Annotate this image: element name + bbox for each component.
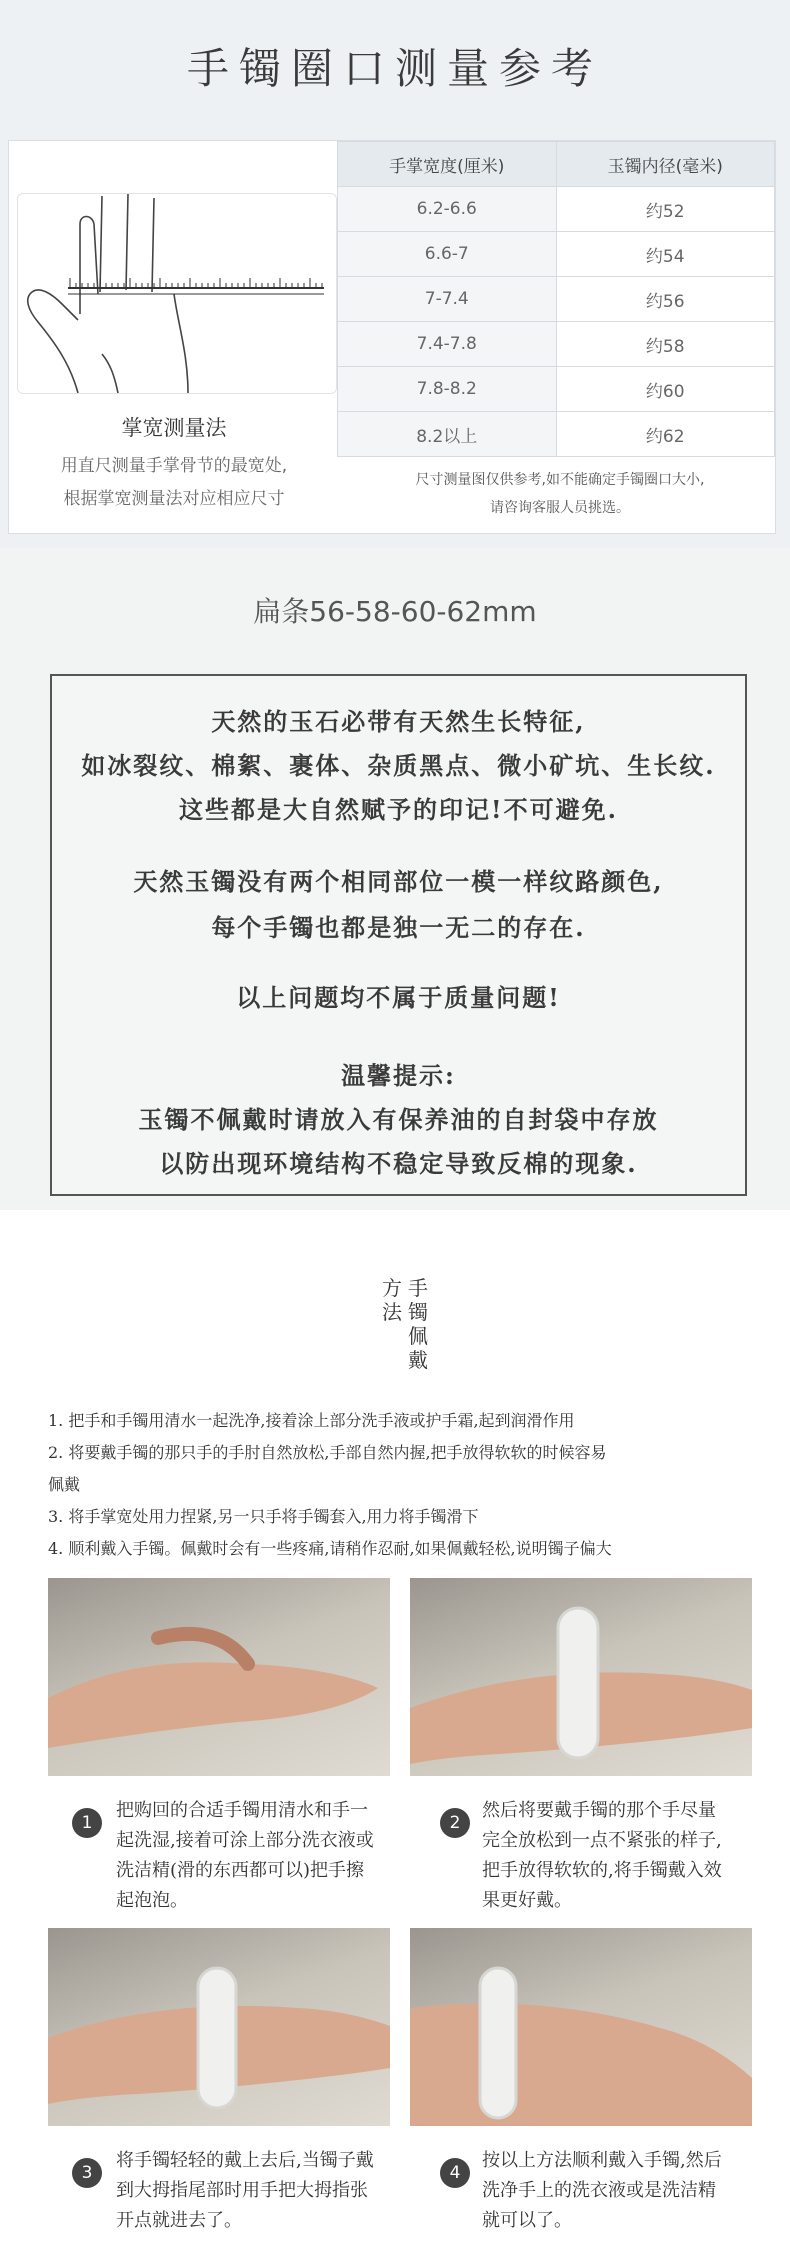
step-caption: 把购回的合适手镯用清水和手一起洗湿,接着可涂上部分洗衣液或洗洁精(滑的东西都可以)把手擦起泡泡。 bbox=[116, 1800, 374, 1911]
size-note-line1: 尺寸测量图仅供参考,如不能确定手镯圈口大小, bbox=[415, 472, 705, 488]
tip-line: 玉镯不佩戴时请放入有保养油的自封袋中存放 bbox=[138, 1105, 659, 1134]
palm-width-cell: 7.4-7.8 bbox=[338, 322, 557, 367]
size-note-line2: 请咨询客服人员挑选。 bbox=[490, 500, 630, 516]
diameter-cell: 约60 bbox=[556, 367, 775, 412]
photo-washing-hand bbox=[48, 1578, 390, 1776]
step-line: 1. 把手和手镯用清水一起洗净,接着涂上部分洗手液或护手霜,起到润滑作用 bbox=[48, 1411, 575, 1430]
jade-note-line: 如冰裂纹、棉絮、裹体、杂质黑点、微小矿坑、生长纹. bbox=[81, 751, 716, 780]
header-inner-diameter: 玉镯内径(毫米) bbox=[556, 142, 775, 187]
header-palm-width: 手掌宽度(厘米) bbox=[338, 142, 557, 187]
size-panel bbox=[8, 140, 776, 534]
step-line: 2. 将要戴手镯的那只手的手肘自然放松,手部自然内握,把手放得软软的时候容易 bbox=[48, 1443, 607, 1462]
jade-notes-box bbox=[50, 674, 747, 1196]
hand-with-bangle-icon bbox=[410, 1578, 752, 1776]
bangle-thumb-icon bbox=[48, 1928, 390, 2126]
wearing-method-section bbox=[0, 1210, 790, 2241]
palm-width-cell: 6.2-6.6 bbox=[338, 187, 557, 232]
step-caption: 将手镯轻轻的戴上去后,当镯子戴到大拇指尾部时用手把大拇指张开点就进去了。 bbox=[116, 2150, 374, 2231]
method-description-line2: 根据掌宽测量法对应相应尺寸 bbox=[63, 489, 285, 509]
size-reference-section bbox=[0, 0, 790, 548]
step-number-badge: 2 bbox=[440, 1808, 470, 1838]
table-row bbox=[338, 187, 775, 232]
palm-width-cell: 8.2以上 bbox=[338, 412, 557, 457]
jade-note-line: 天然的玉石必带有天然生长特征, bbox=[211, 707, 586, 736]
table-row bbox=[338, 412, 775, 457]
photo-bangle-on-wrist bbox=[410, 1928, 752, 2126]
size-table-header bbox=[338, 142, 775, 187]
table-row bbox=[338, 367, 775, 412]
jade-note-line: 这些都是大自然赋予的印记!不可避免. bbox=[179, 795, 618, 824]
diameter-cell: 约54 bbox=[556, 232, 775, 277]
tip-heading: 温馨提示: bbox=[341, 1061, 456, 1090]
table-row bbox=[338, 322, 775, 367]
photo-bangle-on-thumb bbox=[48, 1928, 390, 2126]
tip-line: 以防出现环境结构不稳定导致反棉的现象. bbox=[159, 1149, 638, 1178]
hand-ruler-icon bbox=[18, 194, 336, 393]
photo-relaxed-hand-bangle bbox=[410, 1578, 752, 1776]
wear-heading-col1: 手镯佩戴 bbox=[408, 1276, 428, 1372]
table-row bbox=[338, 277, 775, 322]
method-description-line1: 用直尺测量手掌骨节的最宽处, bbox=[60, 456, 288, 476]
step-caption: 按以上方法顺利戴入手镯,然后洗净手上的洗衣液或是洗洁精就可以了。 bbox=[482, 2150, 722, 2231]
method-title: 掌宽测量法 bbox=[121, 416, 227, 440]
step-number-badge: 1 bbox=[72, 1808, 102, 1838]
wet-hand-icon bbox=[48, 1578, 390, 1776]
wear-heading-col2: 方法 bbox=[382, 1276, 402, 1324]
jade-note-line: 天然玉镯没有两个相同部位一模一样纹路颜色, bbox=[133, 867, 664, 896]
jade-spec-title: 扁条56-58-60-62mm bbox=[253, 595, 537, 628]
jade-notes-section bbox=[0, 548, 790, 1210]
hand-measure-illustration bbox=[17, 193, 337, 394]
diameter-cell: 约56 bbox=[556, 277, 775, 322]
diameter-cell: 约62 bbox=[556, 412, 775, 457]
size-table bbox=[337, 141, 775, 457]
palm-width-cell: 7.8-8.2 bbox=[338, 367, 557, 412]
palm-width-cell: 6.6-7 bbox=[338, 232, 557, 277]
step-line: 4. 顺利戴入手镯。佩戴时会有一些疼痛,请稍作忍耐,如果佩戴轻松,说明镯子偏大 bbox=[48, 1539, 612, 1558]
quality-statement: 以上问题均不属于质量问题! bbox=[236, 983, 561, 1012]
diameter-cell: 约52 bbox=[556, 187, 775, 232]
bangle-wrist-icon bbox=[410, 1928, 752, 2126]
jade-note-line: 每个手镯也都是独一无二的存在. bbox=[211, 913, 586, 942]
step-line: 3. 将手掌宽处用力捏紧,另一只手将手镯套入,用力将手镯滑下 bbox=[48, 1507, 479, 1526]
palm-width-cell: 7-7.4 bbox=[338, 277, 557, 322]
size-title: 手镯圈口测量参考 bbox=[186, 44, 603, 93]
step-caption: 然后将要戴手镯的那个手尽量完全放松到一点不紧张的样子,把手放得软软的,将手镯戴入效果更好戴。 bbox=[482, 1800, 722, 1911]
step-line: 佩戴 bbox=[48, 1475, 81, 1494]
step-number-badge: 4 bbox=[440, 2158, 470, 2188]
table-row bbox=[338, 232, 775, 277]
diameter-cell: 约58 bbox=[556, 322, 775, 367]
step-number-badge: 3 bbox=[72, 2158, 102, 2188]
